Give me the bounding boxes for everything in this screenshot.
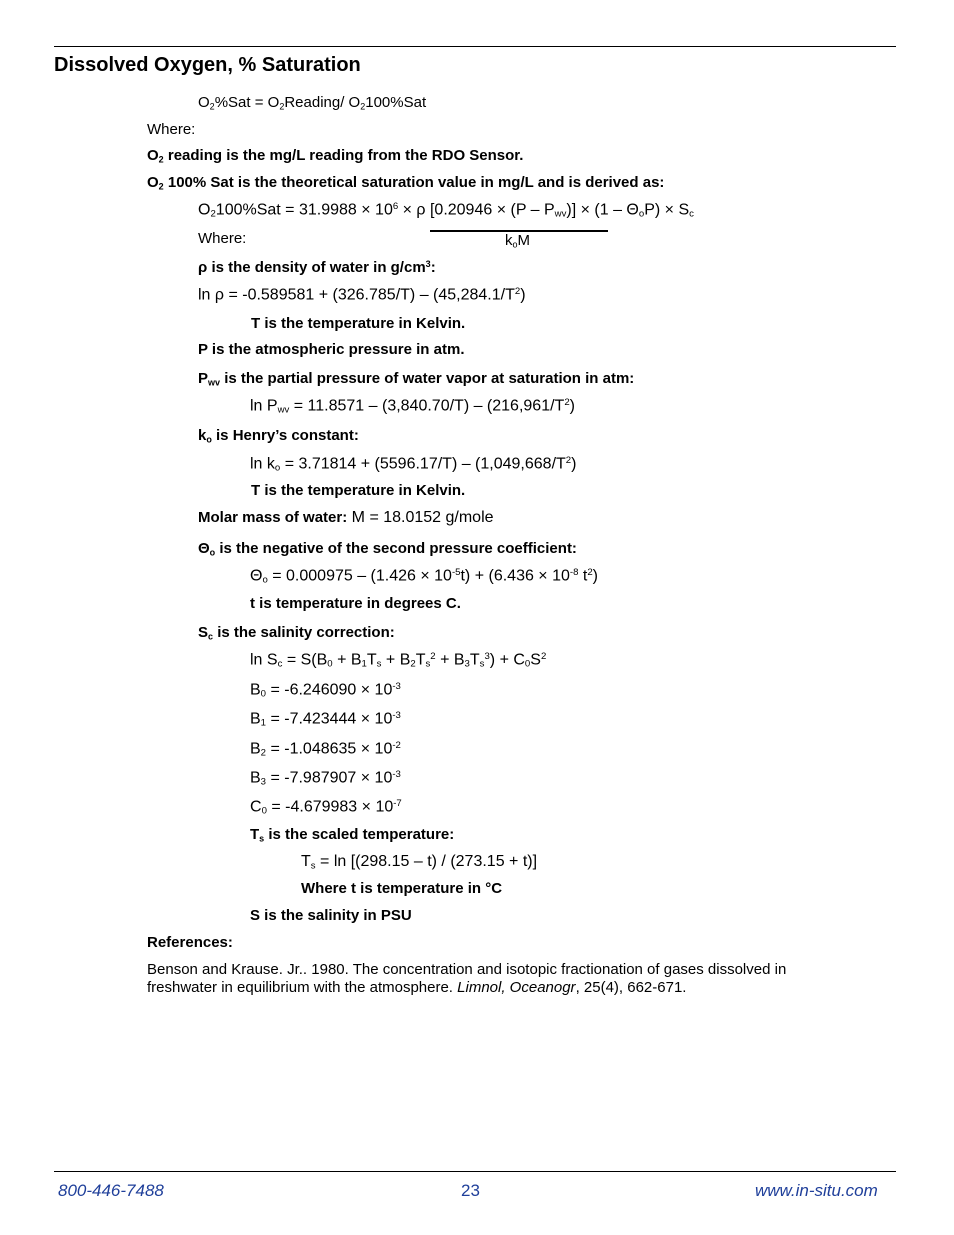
henry-constant-equation: $\ln k_o = 3.71814 + (5596.17/T) - (1,049,668/T^2)$ [250,455,577,474]
vapor-pressure-equation: $\ln P_{wv} = 11.8571 - (3,840.70/T) - (216,961/T^2)$ [250,397,575,416]
references-heading: References: [147,934,233,951]
o2-saturation-definition: $O_2$ 100% Sat is the theoretical saturation value in mg/L and is derived as: [147,174,665,192]
scaled-temperature-equation: $T_s = \ln [(298.15 - t) / (273.15 + t)]$ [301,853,538,872]
temperature-kelvin-note: T is the temperature in Kelvin. [251,315,466,332]
theta-definition: $\Theta_o$ is the negative of the second pressure coefficient: [198,540,577,558]
footer-url[interactable]: www.in-situ.com [755,1181,878,1200]
temperature-celsius-note: t is temperature in degrees C. [250,595,461,612]
salinity-correction-equation: $\ln S_c = S(B_0 + B_1T_s + B_2T_s^2 + B_3T_s^3) + C_0S^2$ [250,651,547,670]
coefficient-b2: $B_2 = -1.048635 \times 10^{-2}$ [250,740,401,759]
footer-phone: 800-446-7488 [58,1181,164,1200]
section-title: Dissolved Oxygen, % Saturation [54,54,361,76]
coefficient-b0: $B_0 = -6.246090 \times 10^{-3}$ [250,681,401,700]
top-rule [54,46,896,47]
saturation-equation: $O_2\%Sat$ = $O_2Reading/$ $O_2100\%Sat$ [198,94,427,112]
footer-page-number: 23 [461,1181,480,1200]
where-t-note: Where t is temperature in °C [301,880,503,897]
henry-constant-definition: $k_o$ is Henry’s constant: [198,427,359,445]
where-label: Where: [198,230,247,247]
vapor-pressure-definition: $P_{wv}$ is the partial pressure of water vapor at saturation in atm: [198,370,635,388]
reference-entry: Benson and Krause. Jr.. 1980. The concentration and isotopic fractionation of gases dissolved in freshwater in equilibrium with the atmosphere. Limnol, Oceanogr, 25(4), 662-671. [147,961,787,996]
temperature-kelvin-note: T is the temperature in Kelvin. [251,482,466,499]
density-equation: $\ln \rho = -0.589581 + (326.785/T) - (45,284.1/T^2)$ [198,286,526,304]
density-definition: ρ is the density of water in $g/cm^3$: [198,259,436,276]
theta-equation: $\Theta_o = 0.000975 - (1.426 \times 10^{-5}t) + (6.436 \times 10^{-8}$ $t^2$) [250,567,598,586]
fraction-denominator: $k_oM$ [505,232,531,250]
main-equation: $O_2100\%Sat = 31.9988 \times 10^6 \times \rho$ $[0.20946 \times (P - P_{wv})] \times (1 - \Theta_oP) \times S_c$ [198,201,694,220]
coefficient-b3: $B_3 = -7.987907 \times 10^{-3}$ [250,769,401,788]
coefficient-b1: $B_1 = -7.423444 \times 10^{-3}$ [250,710,401,729]
pressure-definition: P is the atmospheric pressure in atm. [198,341,465,358]
coefficient-c0: $C_0 = -4.679983 \times 10^{-7}$ [250,798,402,817]
molar-mass-line: Molar mass of water: M = 18.0152 g/mole [198,509,494,526]
salinity-definition: S is the salinity in PSU [250,907,412,924]
bottom-rule [54,1171,896,1172]
o2-reading-definition: $O_2$ reading is the mg/L reading from the RDO Sensor. [147,147,524,165]
scaled-temperature-definition: $T_s$ is the scaled temperature: [250,826,455,844]
where-label: Where: [147,121,196,138]
salinity-correction-definition: $S_c$ is the salinity correction: [198,624,395,642]
